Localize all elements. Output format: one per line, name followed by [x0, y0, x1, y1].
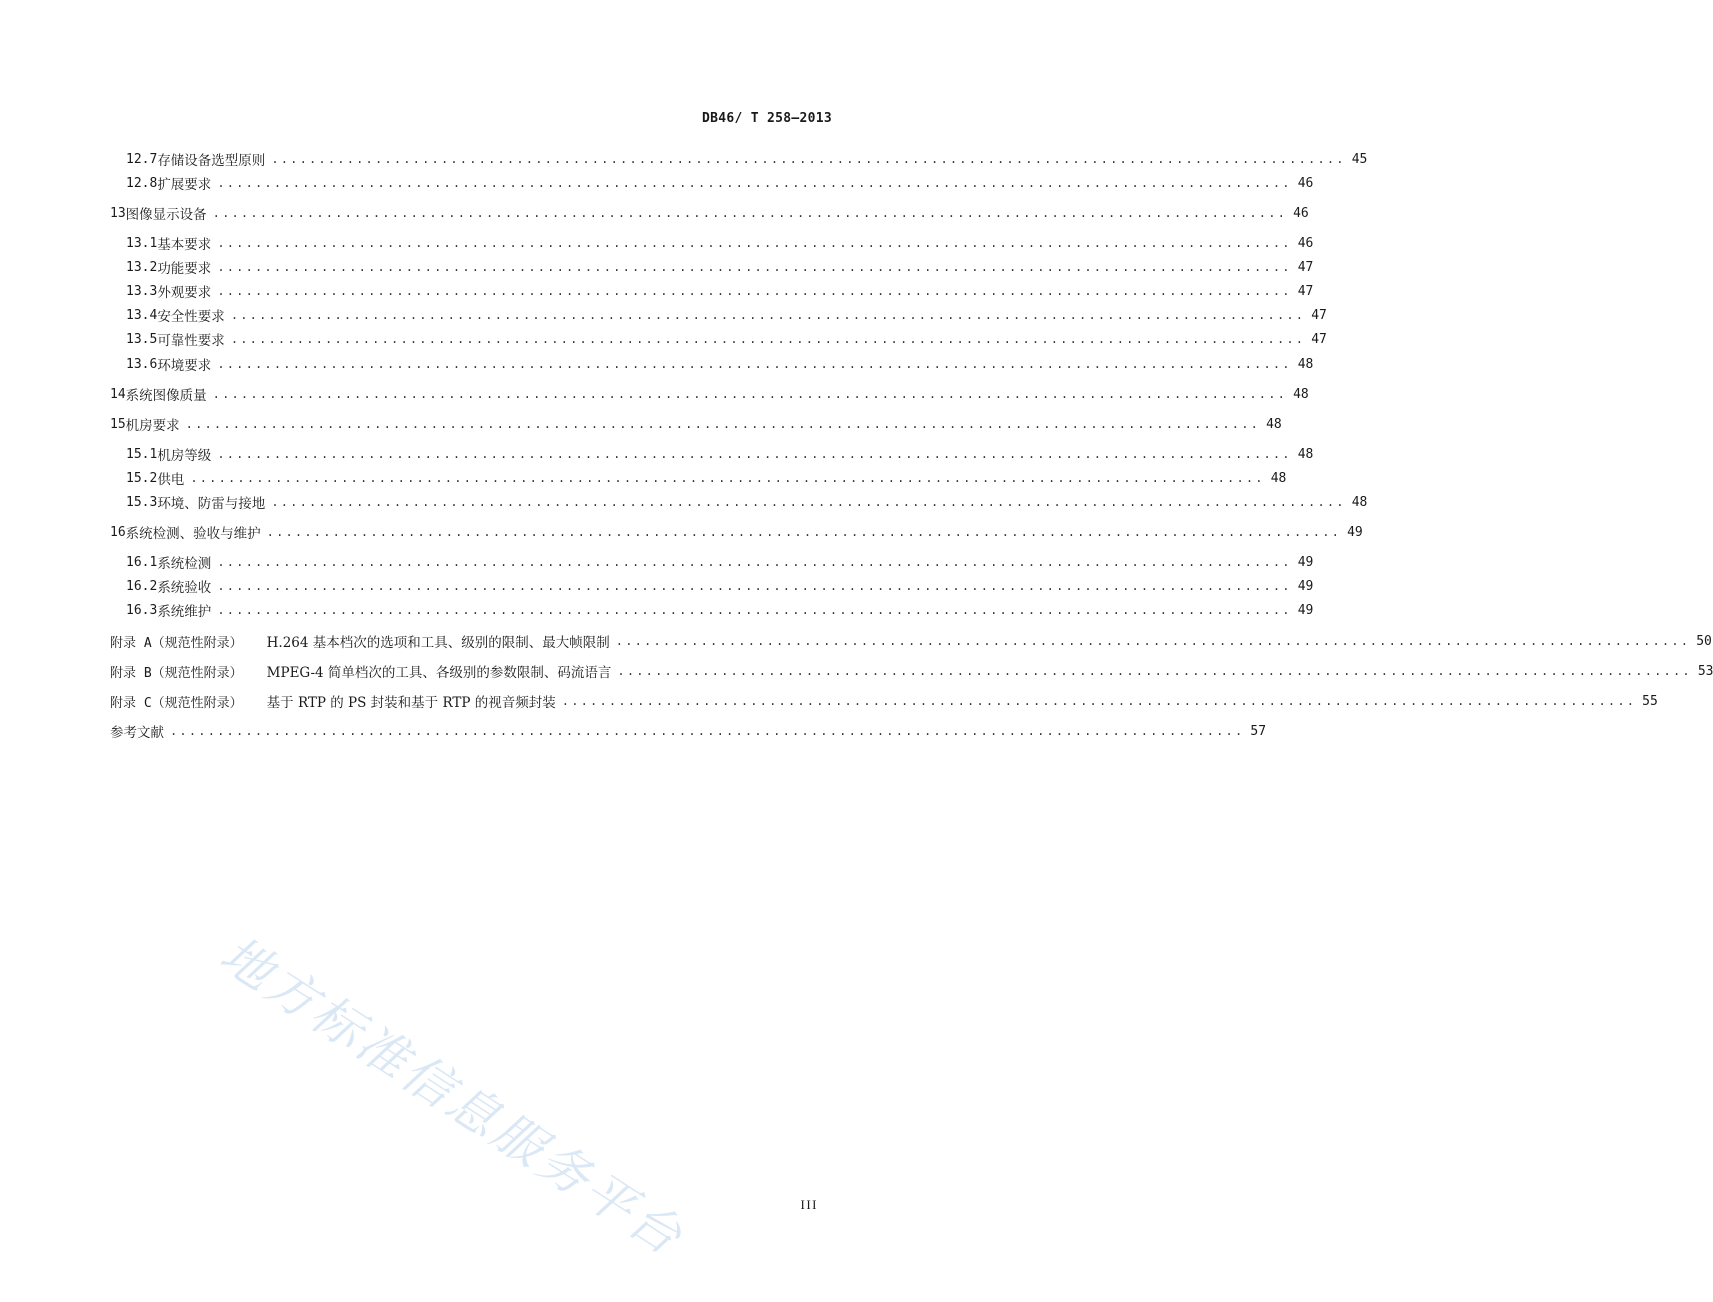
- toc-entry-title: 图像显示设备: [125, 207, 207, 223]
- toc-entry-number: 附录 C（规范性附录）: [110, 695, 243, 711]
- toc-entry-title: 环境要求: [157, 358, 212, 374]
- toc-leader-dots: ..................................................................................................................: [217, 579, 1292, 593]
- toc-entry-page: 46: [1293, 205, 1309, 221]
- toc-leader-dots: ..................................................................................................................: [230, 332, 1306, 346]
- toc-entry-title: 功能要求: [157, 261, 212, 277]
- toc-entry[interactable]: [110, 384, 1309, 404]
- toc-entry-page: 45: [1351, 151, 1368, 167]
- toc-entry[interactable]: [126, 257, 1314, 277]
- toc-entry[interactable]: [126, 281, 1314, 301]
- toc-leader-dots: ..................................................................................................................: [217, 447, 1292, 461]
- toc-entry-page: 46: [1297, 235, 1314, 251]
- toc-entry-number: 15.2: [126, 470, 158, 486]
- toc-entry-number: 16.2: [126, 578, 158, 594]
- toc-entry-number: 16: [110, 524, 126, 540]
- toc-entry-page: 49: [1297, 578, 1314, 594]
- toc-leader-dots: ..................................................................................................................: [271, 152, 1346, 166]
- toc-entry-title: 可靠性要求: [157, 333, 225, 349]
- document-header: DB46/ T 258—2013: [701, 111, 832, 126]
- toc-entry-number: 13.6: [126, 356, 158, 372]
- toc-entry-page: 49: [1347, 524, 1363, 540]
- toc-entry-page: 46: [1297, 175, 1314, 191]
- toc-entry-page: 57: [1250, 723, 1267, 739]
- toc-entry-page: 48: [1270, 470, 1287, 486]
- toc-entry-page: 48: [1293, 386, 1309, 402]
- toc-entry-number: 附录 B（规范性附录）: [110, 665, 243, 681]
- toc-leader-dots: ..................................................................................................................: [617, 664, 1692, 678]
- page-number: III: [800, 1197, 818, 1212]
- toc-entry-page: 47: [1311, 307, 1327, 323]
- toc-leader-dots: ..................................................................................................................: [217, 555, 1292, 569]
- toc-entry-page: 47: [1297, 283, 1314, 299]
- toc-entry-page: 50: [1696, 633, 1712, 649]
- toc-entry-title: 安全性要求: [157, 309, 225, 325]
- toc-entry[interactable]: [126, 354, 1314, 374]
- toc-entry-number: 16.3: [126, 602, 158, 618]
- toc-leader-dots: ..................................................................................................................: [561, 694, 1637, 708]
- toc-entry-title: 机房等级: [157, 448, 212, 464]
- toc-entry[interactable]: [126, 233, 1314, 253]
- toc-entry-number: 13.2: [126, 259, 158, 275]
- toc-entry[interactable]: [126, 173, 1314, 193]
- toc-entry-appendix-b[interactable]: [110, 661, 1713, 681]
- toc-leader-dots: ..................................................................................................................: [266, 525, 1342, 539]
- toc-leader-dots: ..................................................................................................................: [217, 603, 1292, 617]
- toc-entry[interactable]: [110, 203, 1309, 223]
- toc-entry-number: 15.3: [126, 494, 158, 510]
- toc-entry-number: 15.1: [126, 446, 158, 462]
- toc-entry-page: 49: [1297, 602, 1314, 618]
- toc-entry[interactable]: [126, 329, 1327, 349]
- toc-entry-number: 12.7: [126, 151, 158, 167]
- toc-entry-title: 系统检测、验收与维护: [125, 526, 261, 542]
- toc-leader-dots: ..................................................................................................................: [217, 284, 1292, 298]
- toc-entry-title: MPEG-4 简单档次的工具、各级别的参数限制、码流语言: [266, 665, 612, 681]
- toc-leader-dots: ..................................................................................................................: [170, 724, 1245, 738]
- toc-entry-number: 13.4: [126, 307, 158, 323]
- toc-leader-dots: ..................................................................................................................: [217, 260, 1292, 274]
- toc-entry-references[interactable]: [110, 721, 1267, 741]
- toc-entry-number: 13.3: [126, 283, 158, 299]
- toc-leader-dots: ..................................................................................................................: [217, 176, 1292, 190]
- toc-entry[interactable]: [126, 576, 1314, 596]
- toc-entry-page: 48: [1297, 356, 1314, 372]
- toc-entry-title: 环境、防雷与接地: [157, 496, 266, 512]
- toc-leader-dots: ..................................................................................................................: [217, 236, 1292, 250]
- toc-entry[interactable]: [126, 149, 1368, 169]
- toc-entry[interactable]: [126, 444, 1314, 464]
- toc-entry-page: 47: [1297, 259, 1314, 275]
- toc-leader-dots: ..................................................................................................................: [230, 308, 1306, 322]
- toc-entry-title: 存储设备选型原则: [157, 153, 266, 169]
- toc-leader-dots: ..................................................................................................................: [271, 495, 1346, 509]
- toc-entry-title: H.264 基本档次的选项和工具、级别的限制、最大帧限制: [266, 635, 610, 651]
- toc-entry-page: 48: [1297, 446, 1314, 462]
- toc-entry[interactable]: [126, 305, 1327, 325]
- toc-entry-title: 系统验收: [157, 580, 212, 596]
- toc-entry-page: 53: [1697, 663, 1713, 679]
- toc-entry-number: 13.5: [126, 331, 158, 347]
- toc-leader-dots: ..................................................................................................................: [185, 417, 1261, 431]
- watermark: 地方标准信息服务平台: [210, 925, 695, 1268]
- toc-entry-number: 13: [110, 205, 126, 221]
- toc-leader-dots: ..................................................................................................................: [217, 357, 1292, 371]
- toc-entry-page: 48: [1351, 494, 1368, 510]
- toc-entry-number: 15: [110, 416, 126, 432]
- toc-entry[interactable]: [126, 552, 1314, 572]
- toc-entry-number: 14: [110, 386, 126, 402]
- toc-entry[interactable]: [110, 522, 1363, 542]
- toc-entry-title: 供电: [157, 472, 185, 488]
- toc-entry-number: 12.8: [126, 175, 158, 191]
- toc-entry[interactable]: [126, 468, 1287, 488]
- toc-entry-page: 49: [1297, 554, 1314, 570]
- toc-entry-page: 48: [1266, 416, 1282, 432]
- toc-entry-appendix-c[interactable]: [110, 691, 1658, 711]
- toc-entry-title: 扩展要求: [157, 177, 212, 193]
- toc-entry-appendix-a[interactable]: [110, 631, 1712, 651]
- toc-leader-dots: ..................................................................................................................: [190, 471, 1265, 485]
- toc-leader-dots: ..................................................................................................................: [212, 387, 1288, 401]
- toc-entry-page: 55: [1642, 693, 1658, 709]
- toc-entry-title: 外观要求: [157, 285, 212, 301]
- toc-entry-title: 机房要求: [125, 418, 180, 434]
- toc-entry-number: 16.1: [126, 554, 158, 570]
- toc-entry-title: 系统维护: [157, 604, 212, 620]
- toc-entry-title: 系统检测: [157, 556, 212, 572]
- toc-leader-dots: ..................................................................................................................: [212, 206, 1288, 220]
- toc-entry-number: 附录 A（规范性附录）: [110, 635, 243, 651]
- toc-entry-title: 基本要求: [157, 237, 212, 253]
- toc-entry[interactable]: [110, 414, 1282, 434]
- toc-entry-page: 47: [1311, 331, 1327, 347]
- toc-entry[interactable]: [126, 600, 1314, 620]
- toc-entry-title: 系统图像质量: [125, 388, 207, 404]
- toc-entry-number: 13.1: [126, 235, 158, 251]
- toc-entry-title: 参考文献: [110, 725, 164, 741]
- toc-leader-dots: ..................................................................................................................: [615, 634, 1691, 648]
- toc-entry[interactable]: [126, 492, 1368, 512]
- toc-entry-title: 基于 RTP 的 PS 封装和基于 RTP 的视音频封装: [266, 695, 556, 711]
